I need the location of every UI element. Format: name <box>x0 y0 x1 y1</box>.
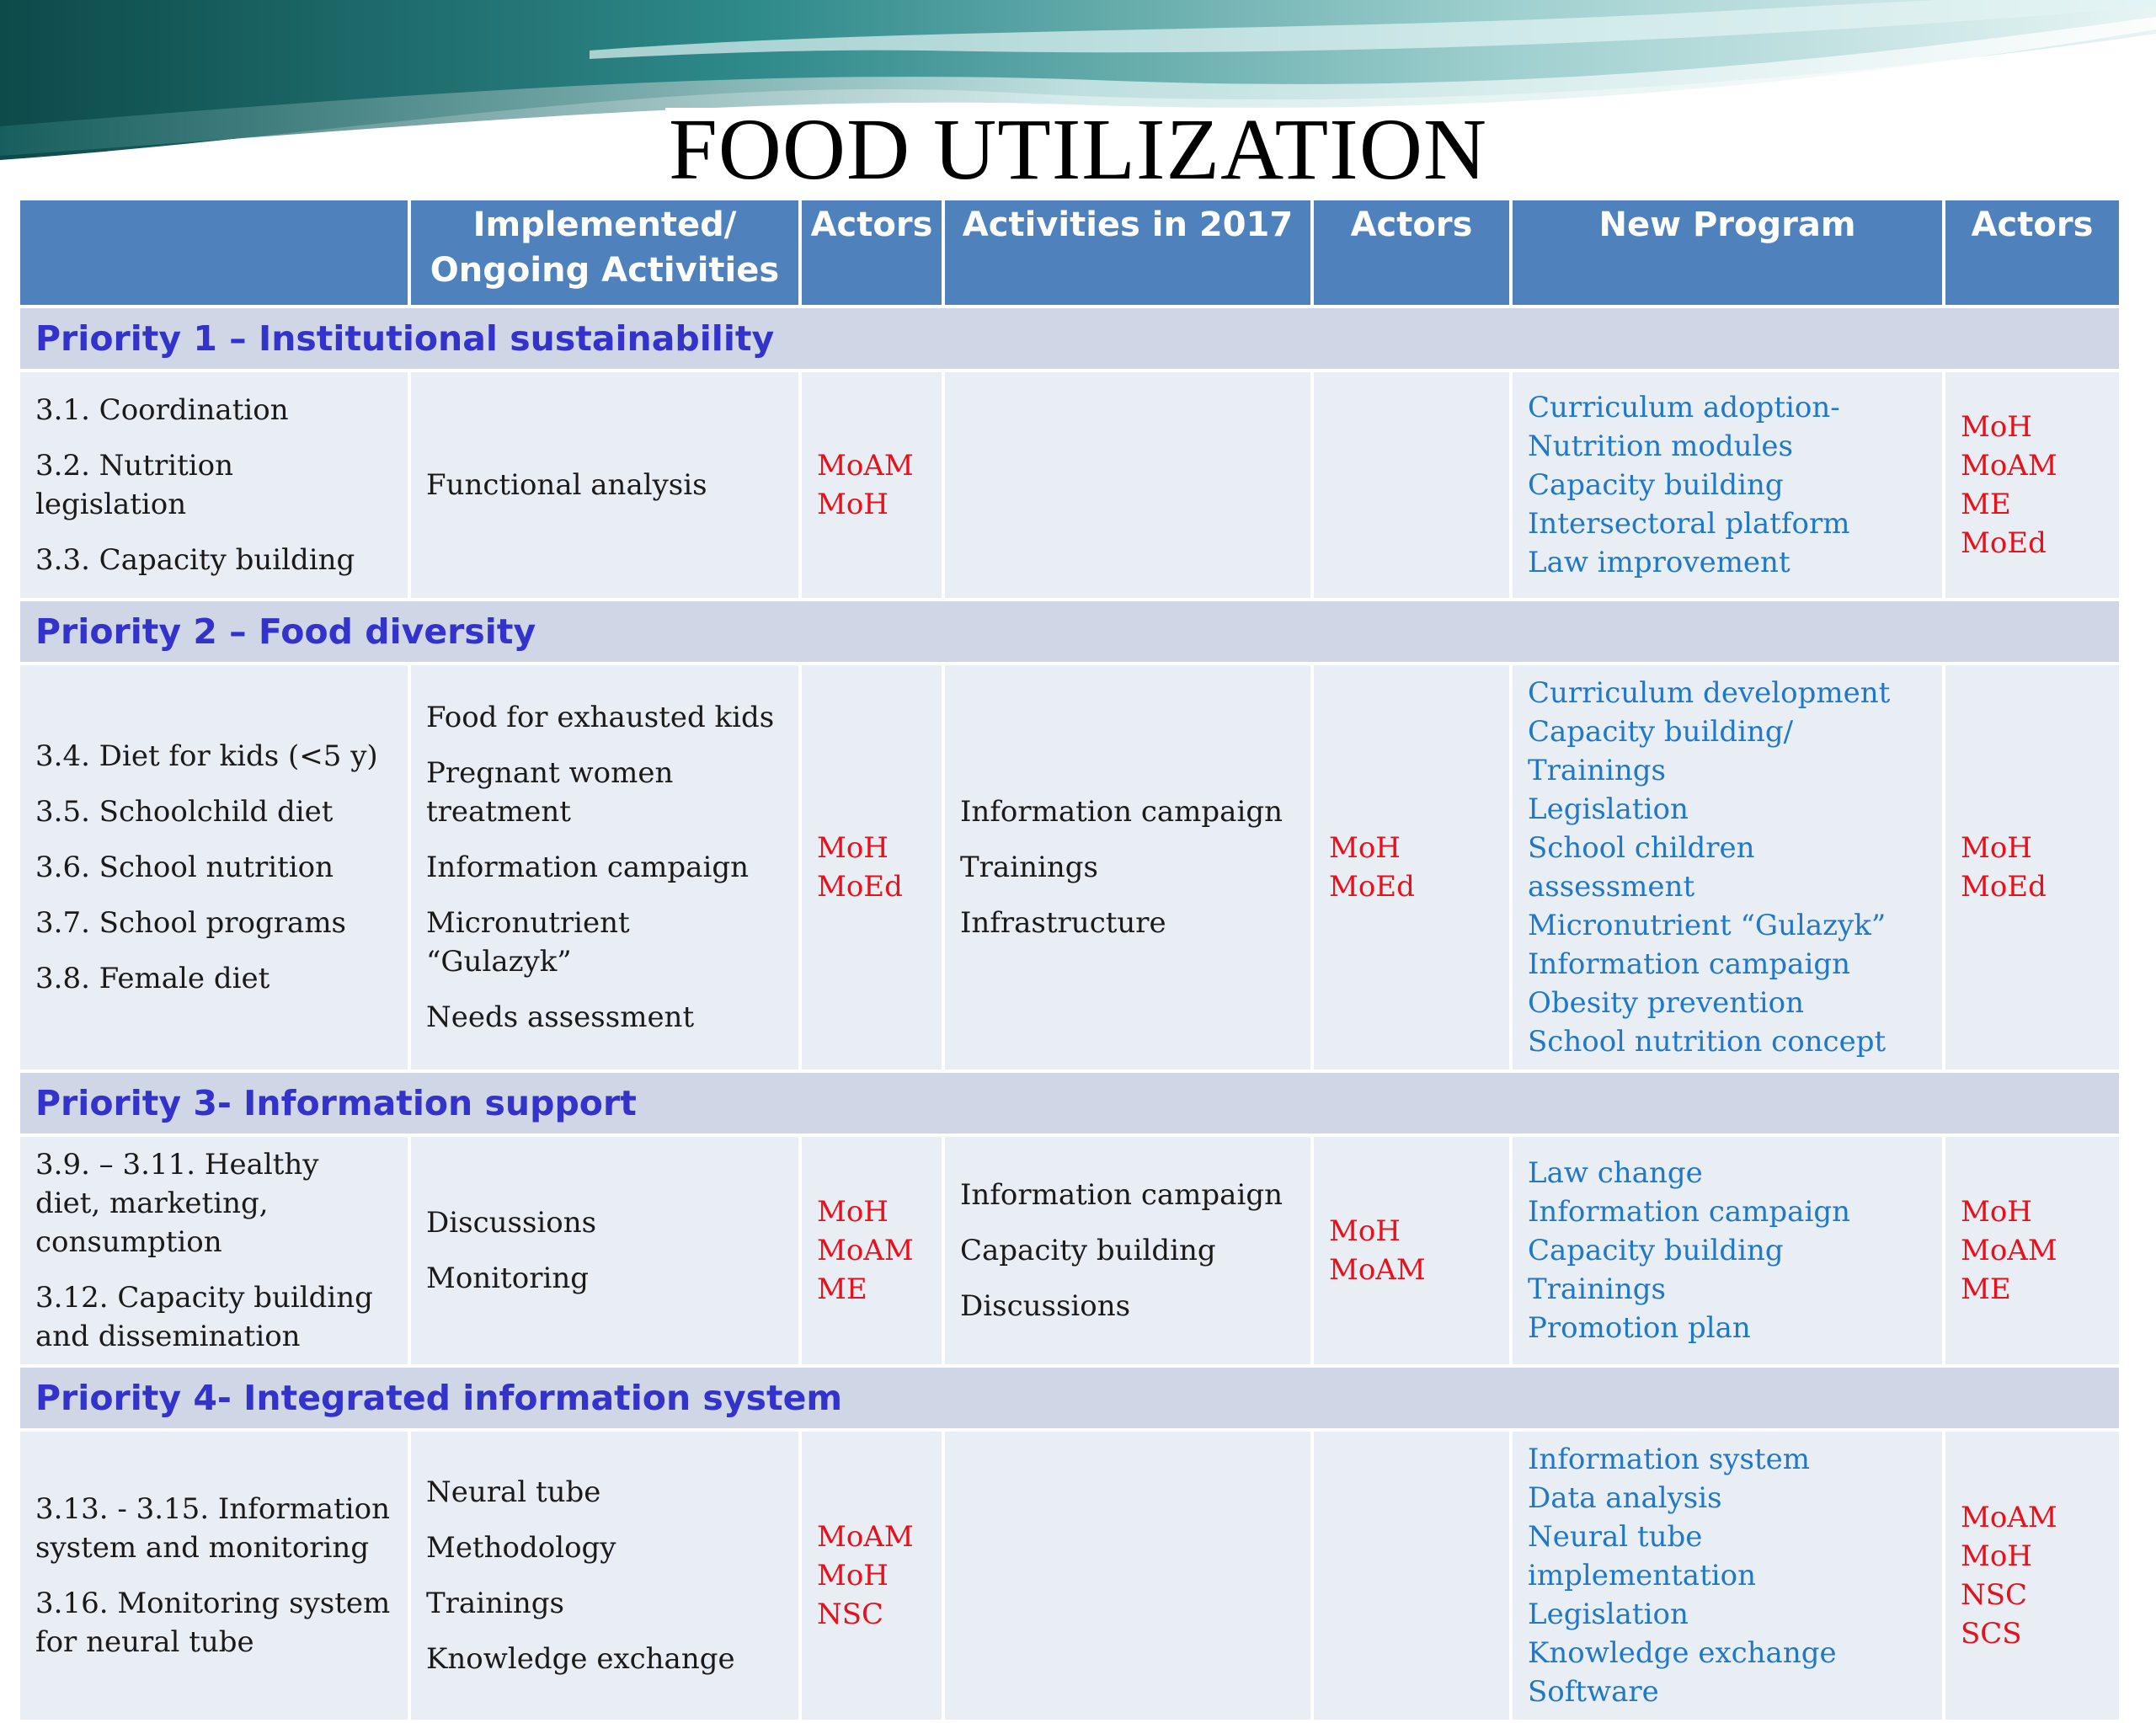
cell-implemented <box>411 372 798 598</box>
new-program-item: Neural tube implementation <box>1528 1520 1756 1592</box>
priority-row <box>20 1073 2119 1134</box>
actor-item: MoH <box>817 831 889 865</box>
cell-activities-actors <box>1314 1432 1509 1720</box>
new-program-item: Data analysis <box>1528 1481 1722 1515</box>
goal-item: 3.12. Capacity building and dissemination <box>35 1281 373 1353</box>
implemented-item: Neural tube <box>426 1475 601 1509</box>
cell-activities-actors <box>1314 372 1509 598</box>
activity-2017-item: Capacity building <box>960 1234 1216 1267</box>
goal-item: 3.16. Monitoring system for neural tube <box>35 1587 391 1659</box>
cell-new-program <box>1513 665 1942 1070</box>
goal-item: 3.13. - 3.15. Information system and monitoring <box>35 1492 390 1565</box>
cell-new-program-actors <box>1945 665 2119 1070</box>
new-program-item: Promotion plan <box>1528 1311 1751 1345</box>
new-program-item: Trainings <box>1528 1272 1666 1306</box>
table-row <box>20 1432 2119 1720</box>
cell-new-program-actors <box>1945 372 2119 598</box>
cell-new-program <box>1513 372 1942 598</box>
actor-item: MoAM <box>817 1234 914 1267</box>
new-program-item: Capacity building <box>1528 468 1784 502</box>
new-program-item: Capacity building <box>1528 1234 1784 1267</box>
actor-item: ME <box>1961 488 2011 521</box>
cell-goals <box>20 1137 408 1364</box>
cell-activities-2017 <box>945 1137 1310 1364</box>
new-program-item: School children assessment <box>1528 831 1755 904</box>
actor-item: MoEd <box>1961 526 2047 560</box>
food-utilization-table <box>17 197 2122 1723</box>
priority-row <box>20 1368 2119 1428</box>
cell-activities-actors <box>1314 1137 1509 1364</box>
header-actors-3: Actors <box>1945 200 2119 305</box>
actor-item: ME <box>1961 1272 2011 1306</box>
actor-item: SCS <box>1961 1617 2022 1651</box>
header-actors-2: Actors <box>1314 200 1509 305</box>
priority-label: Priority 1 – Institutional sustainability <box>20 308 2119 369</box>
new-program-item: Capacity building/ Trainings <box>1528 715 1794 787</box>
cell-implemented-actors <box>802 665 942 1070</box>
new-program-item: Law change <box>1528 1156 1703 1190</box>
table-row <box>20 665 2119 1070</box>
implemented-item: Information campaign <box>426 851 749 884</box>
table-row <box>20 372 2119 598</box>
actor-item: MoH <box>1961 831 2032 865</box>
cell-implemented <box>411 1432 798 1720</box>
cell-activities-2017 <box>945 665 1310 1070</box>
actor-item: NSC <box>817 1598 884 1631</box>
header-activities-2017: Activities in 2017 <box>945 200 1310 305</box>
new-program-item: Information campaign <box>1528 1195 1850 1229</box>
actor-item: MoAM <box>1961 1501 2057 1534</box>
priority-row <box>20 308 2119 369</box>
implemented-item: Micronutrient “Gulazyk” <box>426 906 630 979</box>
goal-item: 3.1. Coordination <box>35 393 289 427</box>
goal-item: 3.9. – 3.11. Healthy diet, marketing, consumption <box>35 1148 319 1259</box>
activity-2017-item: Discussions <box>960 1289 1131 1323</box>
new-program-item: Intersectoral platform <box>1528 507 1850 541</box>
new-program-item: Curriculum development <box>1528 676 1891 710</box>
actor-item: MoH <box>1329 831 1401 865</box>
new-program-item: Nutrition modules <box>1528 429 1793 463</box>
implemented-item: Needs assessment <box>426 1000 695 1034</box>
cell-implemented-actors <box>802 1137 942 1364</box>
cell-activities-2017 <box>945 1432 1310 1720</box>
new-program-item: School nutrition concept <box>1528 1025 1886 1059</box>
new-program-item: Law improvement <box>1528 546 1790 579</box>
actor-item: MoAM <box>1961 449 2057 483</box>
new-program-item: Legislation <box>1528 792 1689 826</box>
priority-label: Priority 2 – Food diversity <box>20 601 2119 662</box>
cell-new-program-actors <box>1945 1432 2119 1720</box>
actor-item: MoH <box>817 488 889 521</box>
implemented-item: Food for exhausted kids <box>426 701 775 734</box>
goal-item: 3.3. Capacity building <box>35 543 355 577</box>
cell-activities-actors <box>1314 665 1509 1070</box>
cell-implemented <box>411 665 798 1070</box>
implemented-item: Knowledge exchange <box>426 1642 735 1676</box>
new-program-item: Legislation <box>1528 1598 1689 1631</box>
goal-item: 3.2. Nutrition legislation <box>35 449 234 521</box>
actor-item: MoH <box>1329 1214 1401 1248</box>
new-program-item: Software <box>1528 1675 1659 1709</box>
actor-item: MoAM <box>1329 1253 1426 1287</box>
actor-item: NSC <box>1961 1578 2028 1612</box>
new-program-item: Knowledge exchange <box>1528 1636 1837 1670</box>
actor-item: MoEd <box>1961 870 2047 904</box>
actor-item: ME <box>817 1272 867 1306</box>
actor-item: MoH <box>1961 410 2032 444</box>
new-program-item: Information campaign <box>1528 947 1850 981</box>
new-program-item: Micronutrient “Gulazyk” <box>1528 909 1886 942</box>
header-actors-1: Actors <box>802 200 942 305</box>
header-new-program: New Program <box>1513 200 1942 305</box>
goal-item: 3.8. Female diet <box>35 962 270 995</box>
actor-item: MoAM <box>817 1520 914 1554</box>
implemented-item: Pregnant women treatment <box>426 756 674 829</box>
implemented-item: Monitoring <box>426 1262 589 1295</box>
cell-goals <box>20 1432 408 1720</box>
actor-item: MoH <box>817 1195 889 1229</box>
cell-new-program <box>1513 1432 1942 1720</box>
implemented-item: Methodology <box>426 1531 616 1565</box>
priority-label: Priority 4- Integrated information system <box>20 1368 2119 1428</box>
actor-item: MoEd <box>1329 870 1415 904</box>
table-row <box>20 1137 2119 1364</box>
cell-new-program-actors <box>1945 1137 2119 1364</box>
activity-2017-item: Information campaign <box>960 1178 1283 1212</box>
header-implemented: Implemented/ Ongoing Activities <box>411 200 798 305</box>
actor-item: MoH <box>1961 1539 2032 1573</box>
cell-implemented <box>411 1137 798 1364</box>
implemented-item: Functional analysis <box>426 468 707 502</box>
cell-implemented-actors <box>802 1432 942 1720</box>
priority-label: Priority 3- Information support <box>20 1073 2119 1134</box>
activity-2017-item: Information campaign <box>960 795 1283 829</box>
slide-title: FOOD UTILIZATION <box>668 101 1488 198</box>
implemented-item: Discussions <box>426 1206 597 1240</box>
new-program-item: Curriculum adoption- <box>1528 391 1840 424</box>
actor-item: MoH <box>1961 1195 2032 1229</box>
cell-activities-2017 <box>945 372 1310 598</box>
actor-item: MoAM <box>817 449 914 483</box>
actor-item: MoH <box>817 1559 889 1592</box>
goal-item: 3.7. School programs <box>35 906 347 940</box>
new-program-item: Obesity prevention <box>1528 986 1805 1020</box>
activity-2017-item: Infrastructure <box>960 906 1166 940</box>
header-row <box>20 200 2119 305</box>
new-program-item: Information system <box>1528 1443 1810 1476</box>
cell-implemented-actors <box>802 372 942 598</box>
activity-2017-item: Trainings <box>960 851 1098 884</box>
goal-item: 3.6. School nutrition <box>35 851 334 884</box>
priority-row <box>20 601 2119 662</box>
cell-goals <box>20 665 408 1070</box>
actor-item: MoEd <box>817 870 903 904</box>
header-goal <box>20 200 408 305</box>
cell-goals <box>20 372 408 598</box>
goal-item: 3.5. Schoolchild diet <box>35 795 334 829</box>
implemented-item: Trainings <box>426 1587 564 1620</box>
goal-item: 3.4. Diet for kids (<5 y) <box>35 739 378 773</box>
cell-new-program <box>1513 1137 1942 1364</box>
actor-item: MoAM <box>1961 1234 2057 1267</box>
